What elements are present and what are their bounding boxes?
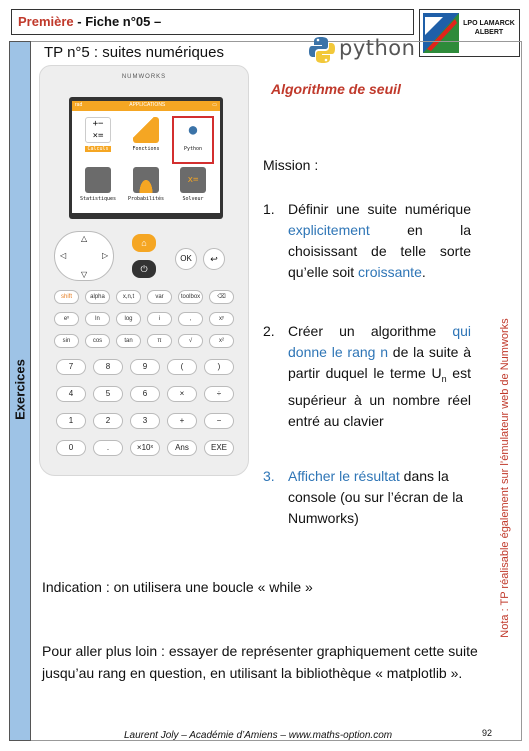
calculation-icon: +− ×=	[85, 117, 111, 143]
python-logo	[308, 36, 416, 69]
python-app-icon: ●	[180, 117, 206, 143]
header-sep: -	[73, 14, 86, 29]
indication: Indication : on utilisera une boucle « while »	[42, 579, 313, 595]
calc-key[interactable]: i	[147, 312, 172, 326]
calc-key[interactable]: eˣ	[54, 312, 79, 326]
app-fonctions[interactable]: Fonctions	[126, 115, 166, 159]
dpad[interactable]	[54, 231, 114, 281]
calc-key[interactable]: π	[147, 334, 172, 348]
app-python[interactable]: ● Python	[173, 115, 213, 159]
calc-number-key[interactable]: ÷	[204, 386, 234, 402]
calc-key[interactable]: shift	[54, 290, 79, 304]
calc-key[interactable]: tan	[116, 334, 141, 348]
calc-number-key[interactable]: )	[204, 359, 234, 375]
calc-key[interactable]: x,n,t	[116, 290, 141, 304]
down-arrow-icon[interactable]: ▽	[81, 270, 88, 279]
calc-key[interactable]: log	[116, 312, 141, 326]
header-box	[11, 9, 414, 35]
page-number: 92	[482, 728, 493, 738]
calc-key[interactable]: var	[147, 290, 172, 304]
numworks-calculator	[39, 65, 249, 476]
calc-number-key[interactable]: ×	[167, 386, 197, 402]
calc-key[interactable]: toolbox	[178, 290, 203, 304]
calc-number-key[interactable]: 3	[130, 413, 160, 429]
ok-button[interactable]: OK	[175, 248, 197, 270]
logo-line2: ALBERT	[474, 29, 504, 36]
python-logo-text: python	[339, 36, 416, 60]
function-graph-icon	[133, 117, 159, 143]
algo-title: Algorithme de seuil	[271, 81, 401, 97]
calc-number-key[interactable]: 9	[130, 359, 160, 375]
calc-key[interactable]: x²	[209, 334, 234, 348]
tp-title: TP n°5 : suites numériques	[44, 44, 224, 61]
mission-label: Mission :	[263, 157, 319, 173]
calculator-screen	[69, 97, 223, 219]
calculator-brand: NUMWORKS	[121, 74, 167, 80]
probability-icon	[133, 167, 159, 193]
calc-number-key[interactable]: 7	[56, 359, 86, 375]
calc-key[interactable]: √	[178, 334, 203, 348]
plus-loin: Pour aller plus loin : essayer de représenter graphiquement cette suite jusqu’au rang en question, en utilisant la bibliothèque « matplotlib ».	[42, 643, 478, 681]
calc-number-key[interactable]: 8	[93, 359, 123, 375]
mission-item-2: 2. Créer un algorithme qui donne le rang n de la suite à partir duquel le terme $U_n$ est supérieur à un nombre réel entré au clavier	[263, 323, 471, 429]
solver-icon: x=	[180, 167, 206, 193]
app-statistiques[interactable]: Statistiques	[78, 165, 118, 209]
footer: Laurent Joly – Académie d’Amiens – www.maths-option.com	[124, 730, 393, 741]
up-arrow-icon[interactable]: △	[81, 234, 88, 243]
calc-number-key[interactable]: EXE	[204, 440, 234, 456]
mission-item-1: 1. Définir une suite numérique explicitement en la choisissant de telle sorte qu’elle soit croissante.	[263, 201, 471, 280]
side-note: Nota : TP réalisable également sur l’émulateur web de Numworks	[499, 318, 511, 638]
calc-number-key[interactable]: −	[204, 413, 234, 429]
calc-number-key[interactable]: Ans	[167, 440, 197, 456]
mission-item-3: 3. Afficher le résultat dans la console (ou sur l’écran de la Numworks)	[263, 468, 464, 526]
python-selection-highlight	[172, 116, 214, 164]
calc-key[interactable]: xʸ	[209, 312, 234, 326]
logo-line1: LPO LAMARCK	[463, 20, 515, 27]
sidebar-label: Exercices	[12, 359, 28, 420]
calc-key[interactable]: sin	[54, 334, 79, 348]
calc-key[interactable]: ln	[85, 312, 110, 326]
calc-number-key[interactable]: 0	[56, 440, 86, 456]
home-button[interactable]	[132, 234, 156, 252]
calc-key[interactable]: ⌫	[209, 290, 234, 304]
calc-number-key[interactable]: 5	[93, 386, 123, 402]
power-button[interactable]	[132, 260, 156, 278]
calc-key[interactable]: alpha	[85, 290, 110, 304]
screen-status-bar: rad APPLICATIONS ▭	[72, 101, 220, 111]
sidebar	[9, 41, 31, 741]
back-icon: ↩	[210, 254, 218, 264]
calc-number-key[interactable]: (	[167, 359, 197, 375]
calc-number-key[interactable]: 1	[56, 413, 86, 429]
calc-key[interactable]: ,	[178, 312, 203, 326]
calc-number-key[interactable]: ×10ˣ	[130, 440, 160, 456]
level-label: Première	[18, 14, 74, 29]
back-button[interactable]	[203, 248, 225, 270]
power-icon: ⏻	[140, 264, 148, 274]
calc-number-key[interactable]: .	[93, 440, 123, 456]
calc-key[interactable]: cos	[85, 334, 110, 348]
calc-number-key[interactable]: +	[167, 413, 197, 429]
statistics-icon	[85, 167, 111, 193]
right-arrow-icon[interactable]: ▷	[102, 251, 109, 260]
calc-number-key[interactable]: 2	[93, 413, 123, 429]
python-icon	[308, 36, 336, 64]
fiche-label: Fiche n°05 –	[85, 14, 162, 29]
calc-number-key[interactable]: 6	[130, 386, 160, 402]
left-arrow-icon[interactable]: ◁	[60, 251, 67, 260]
home-icon: ⌂	[141, 238, 147, 248]
app-solveur[interactable]: x= Solveur	[173, 165, 213, 209]
app-probabilites[interactable]: Probabilités	[126, 165, 166, 209]
calc-number-key[interactable]: 4	[56, 386, 86, 402]
app-calculs[interactable]: +− ×= Calculs	[78, 115, 118, 159]
